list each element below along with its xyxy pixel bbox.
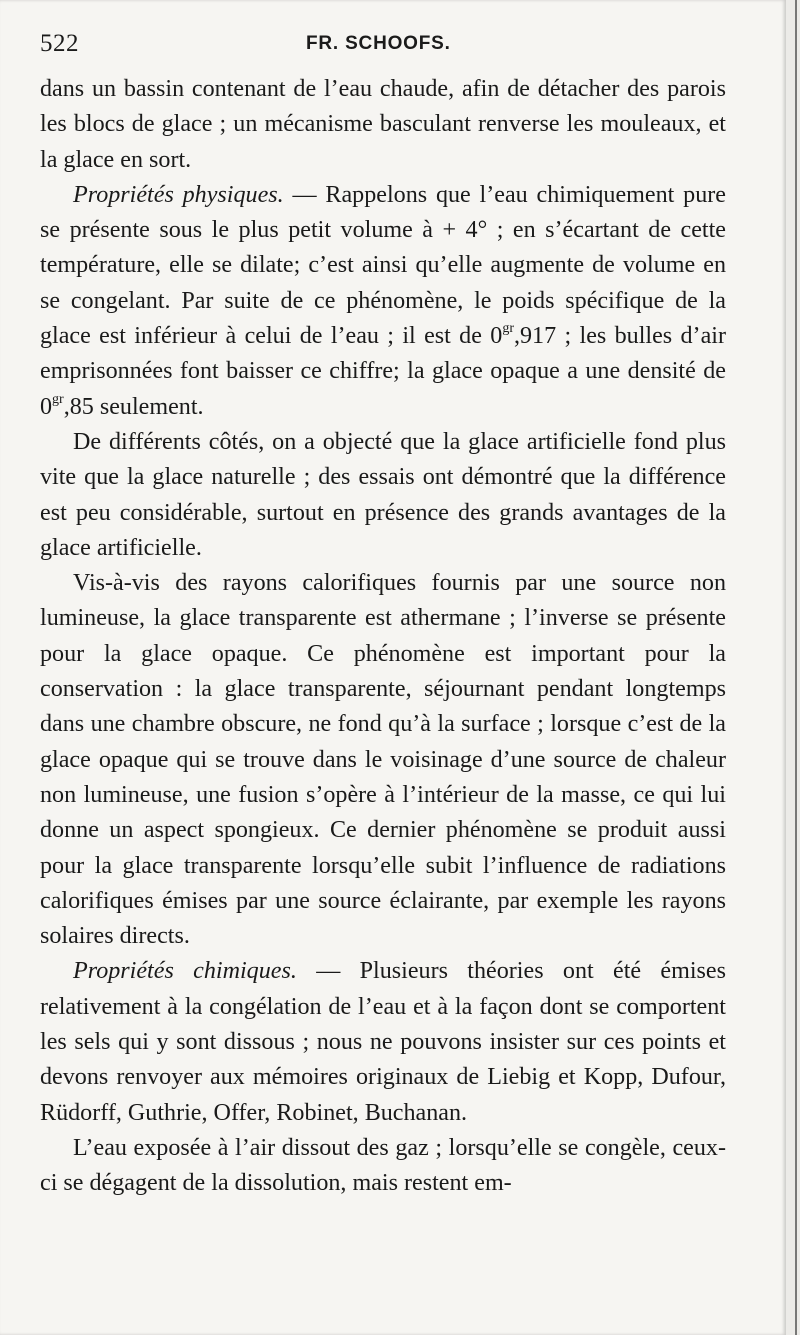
gram-unit-superscript: gr: [52, 391, 64, 407]
paragraph-6: [40, 1131, 726, 1202]
paragraph-4: [40, 566, 726, 954]
page-edge-divider: [795, 0, 797, 1335]
paragraph-text: Vis-à-vis des rayons calorifiques fournis par une source non lumineuse, la glace transparente est athermane ; l’inverse se présente pour la glace opaque. Ce phénomène est important pour la conservation : la glace transparente, séjournant pendant longtemps dans une chambre obscure, ne fond qu’à la surface ; lorsque c’est de la glace opaque qui se trouve dans le voisinage d’une source de chaleur non lumineuse, une fusion s’opère à l’intérieur de la masse, ce qui lui donne un aspect spongieux. Ce dernier phénomène se produit aussi pour la glace transparente lorsqu’elle subit l’influence de radiations calorifiques émises par une source éclairante, par exemple les rayons solaires directs.: [40, 570, 726, 950]
paragraph-1: [40, 72, 726, 178]
paragraph-text: — Rappelons que l’eau chimiquement pure se présente sous le plus petit volume à + 4° ; en s’écartant de cette température, elle se dilate; c’est ainsi qu’elle augmente de volume en se congelant. Par suite de ce phénomène, le poids spécifique de la glace est inférieur à celui de l’eau ; il est de $0^{gr},917$ ; les bulles d’air emprisonnées font baisser ce chiffre; la glace opaque a une densité de $0^{gr},85$ seulement.: [40, 181, 726, 420]
paragraph-text: — Plusieurs théories ont été émises relativement à la congélation de l’eau et à la façon dont se comportent les sels qui y sont dissous ; nous ne pouvons insister sur ces points et devons renvoyer aux mémoires originaux de Liebig et Kopp, Dufour, Rüdorff, Guthrie, Offer, Robinet, Buchanan.: [40, 958, 726, 1126]
paragraph-3: [40, 425, 726, 566]
section-lead-physical: Propriétés physiques.: [73, 181, 284, 208]
page-header: [40, 30, 726, 64]
gram-unit-superscript: gr: [502, 321, 514, 337]
paragraph-text: L’eau exposée à l’air dissout des gaz ; lorsqu’elle se congèle, ceux-ci se dégagent de la dissolution, mais restent em-: [40, 1134, 726, 1197]
page-body: [40, 72, 726, 1202]
section-lead-chemical: Propriétés chimiques.: [73, 958, 297, 985]
paragraph-2: [40, 178, 726, 425]
paragraph-text: dans un bassin contenant de l’eau chaude, afin de détacher des parois les blocs de glace ; un mécanisme basculant renverse les mouleaux, et la glace en sort.: [40, 76, 726, 173]
paragraph-text: De différents côtés, on a objecté que la glace artificielle fond plus vite que la glace naturelle ; des essais ont démontré que la différence est peu considérable, surtout en présence des grands avantages de la glace artificielle.: [40, 428, 726, 561]
page-number: 522: [40, 30, 79, 57]
running-head: FR. SCHOOFS.: [306, 33, 451, 54]
paragraph-5: [40, 954, 726, 1130]
